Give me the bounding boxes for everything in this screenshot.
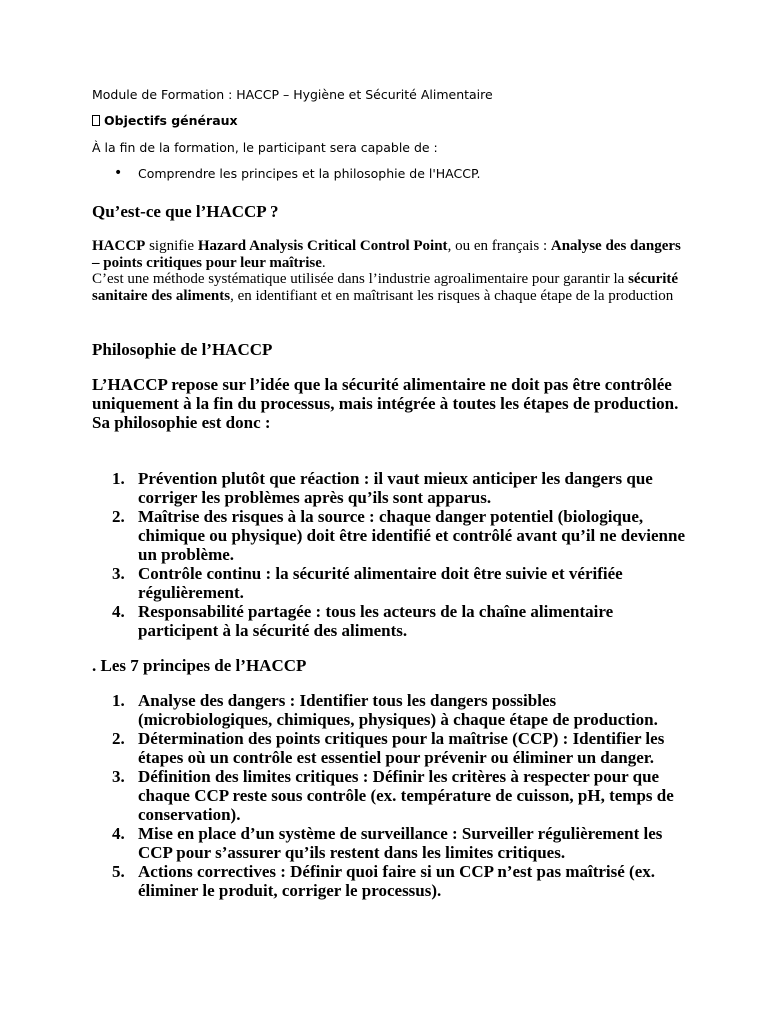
term-french-name: Analyse des dangers – points critiques pour leur maîtrise [92,238,681,271]
list-item [92,469,692,507]
list-item-text: Contrôle continu : la sécurité alimentaire doit être suivie et vérifiée régulièrement. [138,564,623,602]
list-item [92,767,692,824]
list-item [92,862,692,900]
objectives-heading-text: Objectifs généraux [104,113,238,128]
list-item-text: Prévention plutôt que réaction : il vaut mieux anticiper les dangers que corriger les problèmes après qu’ils sont apparus. [138,469,653,507]
objectives-bullet-list [92,166,481,181]
list-item [92,602,692,640]
philosophy-lead-text-2: Sa philosophie est donc : [92,413,271,432]
text-fragment: signifie [145,238,198,254]
definition-paragraph [92,238,692,304]
term-haccp: HACCP [92,238,146,254]
section-heading-what: Qu’est-ce que l’HACCP ? [92,202,279,221]
text-fragment: . [321,254,326,271]
text-fragment: C’est une méthode systématique utilisée dans l’industrie agroalimentaire pour garantir la [92,271,629,287]
list-item-text: Maîtrise des risques à la source : chaque danger potentiel (biologique, chimique ou physique) doit être identifié et contrôlé avant qu’il ne devienne un problème. [138,507,685,564]
philosophy-lead [92,375,692,432]
list-number: 4. [112,824,125,843]
list-number: 4. [112,602,125,621]
list-number: 3. [112,767,125,786]
list-number: 2. [112,729,125,748]
list-item [92,507,692,564]
intro-text: À la fin de la formation, le participant sera capable de : [92,140,438,155]
list-item [92,691,692,729]
document-title: Module de Formation : HACCP – Hygiène et Sécurité Alimentaire [92,87,493,102]
definition-line-1 [92,238,692,271]
missing-glyph-icon [92,115,100,126]
section-heading-principles: . Les 7 principes de l’HACCP [92,656,307,675]
list-number: 1. [112,691,125,710]
term-full-name: Hazard Analysis Critical Control Point [197,238,448,254]
list-item-text: Mise en place d’un système de surveillance : Surveiller régulièrement les CCP pour s’assurer qu’ils restent dans les limites critiques. [138,824,663,862]
list-item-text: Responsabilité partagée : tous les acteurs de la chaîne alimentaire participent à la sécurité des aliments. [138,602,614,640]
section-heading-philosophy: Philosophie de l’HACCP [92,340,273,359]
list-item [92,824,692,862]
text-fragment: , ou en français : [447,238,551,254]
list-item [92,729,692,767]
list-number: 1. [112,469,125,488]
principles-list [92,691,692,900]
bullet-item: • Comprendre les principes et la philosophie de l'HACCP. [92,166,481,181]
list-item-text: Actions correctives : Définir quoi faire si un CCP n’est pas maîtrisé (ex. éliminer le produit, corriger le processus). [138,862,656,900]
definition-line-2 [92,271,692,304]
philosophy-lead-text: L’HACCP repose sur l’idée que la sécurité alimentaire ne doit pas être contrôlée uniquement à la fin du processus, mais intégrée à toutes les étapes de production. [92,375,679,413]
objectives-heading [92,113,238,128]
list-item-text: Analyse des dangers : Identifier tous les dangers possibles (microbiologiques, chimiques, physiques) à chaque étape de production. [138,691,658,729]
term-food-safety: sécurité sanitaire des aliments [92,271,679,304]
text-fragment: , en identifiant et en maîtrisant les risques à chaque étape de la production [230,287,674,304]
list-number: 3. [112,564,125,583]
list-number: 5. [112,862,125,881]
list-item-text: Définition des limites critiques : Définir les critères à respecter pour que chaque CCP reste sous contrôle (ex. température de cuisson, pH, temps de conservation). [138,767,674,824]
list-item [92,564,692,602]
philosophy-list [92,469,692,640]
list-item-text: Détermination des points critiques pour la maîtrise (CCP) : Identifier les étapes où un contrôle est essentiel pour prévenir ou éliminer un danger. [138,729,665,767]
list-number: 2. [112,507,125,526]
